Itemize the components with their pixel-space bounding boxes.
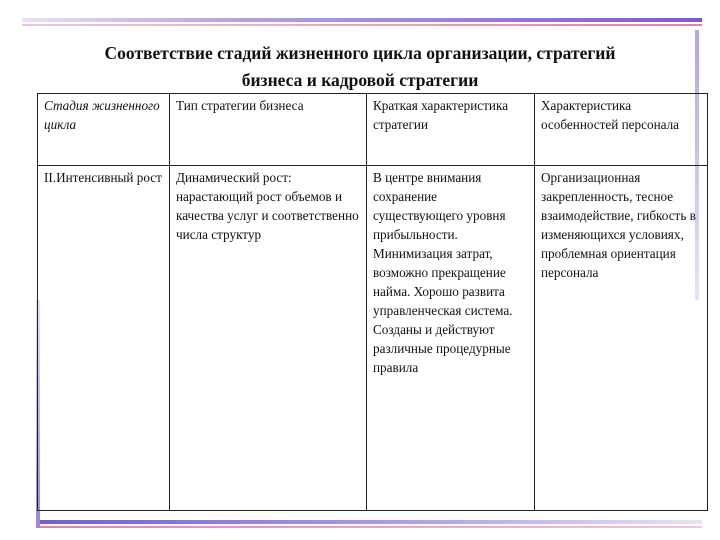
strategy-table bbox=[37, 93, 708, 511]
slide-title-line-2: бизнеса и кадровой стратегии bbox=[241, 70, 479, 90]
header-strategy-description: Краткая характеристика стратегии bbox=[367, 94, 535, 166]
decorative-top-bar bbox=[22, 18, 702, 22]
slide-title bbox=[40, 40, 680, 94]
header-business-strategy-type: Тип стратегии бизнеса bbox=[170, 94, 367, 166]
cell-lifecycle-stage: II.Интенсивный рост bbox=[38, 166, 170, 511]
cell-business-strategy-type: Динамический рост: нарастающий рост объемов и качества услуг и соответственно числа структур bbox=[170, 166, 367, 511]
decorative-bottom-bar bbox=[40, 520, 702, 524]
decorative-bottom-accent-line bbox=[40, 526, 702, 528]
decorative-top-accent-line bbox=[22, 24, 702, 26]
table-row bbox=[38, 166, 708, 511]
header-lifecycle-stage: Стадия жизненного цикла bbox=[38, 94, 170, 166]
table-header-row bbox=[38, 94, 708, 166]
cell-personnel-characteristics: Организационная закрепленность, тесное взаимодействие, гибкость в изменяющихся условиях, проблемная ориентация персонала bbox=[535, 166, 708, 511]
cell-strategy-description: В центре внимания сохранение существующего уровня прибыльности. Минимизация затрат, возможно прекращение найма. Хорошо развита управленческая система. Созданы и действуют различные процедурные правила bbox=[367, 166, 535, 511]
header-personnel-characteristics: Характеристика особенностей персонала bbox=[535, 94, 708, 166]
slide-title-line-1: Соответствие стадий жизненного цикла организации, стратегий bbox=[104, 43, 616, 63]
